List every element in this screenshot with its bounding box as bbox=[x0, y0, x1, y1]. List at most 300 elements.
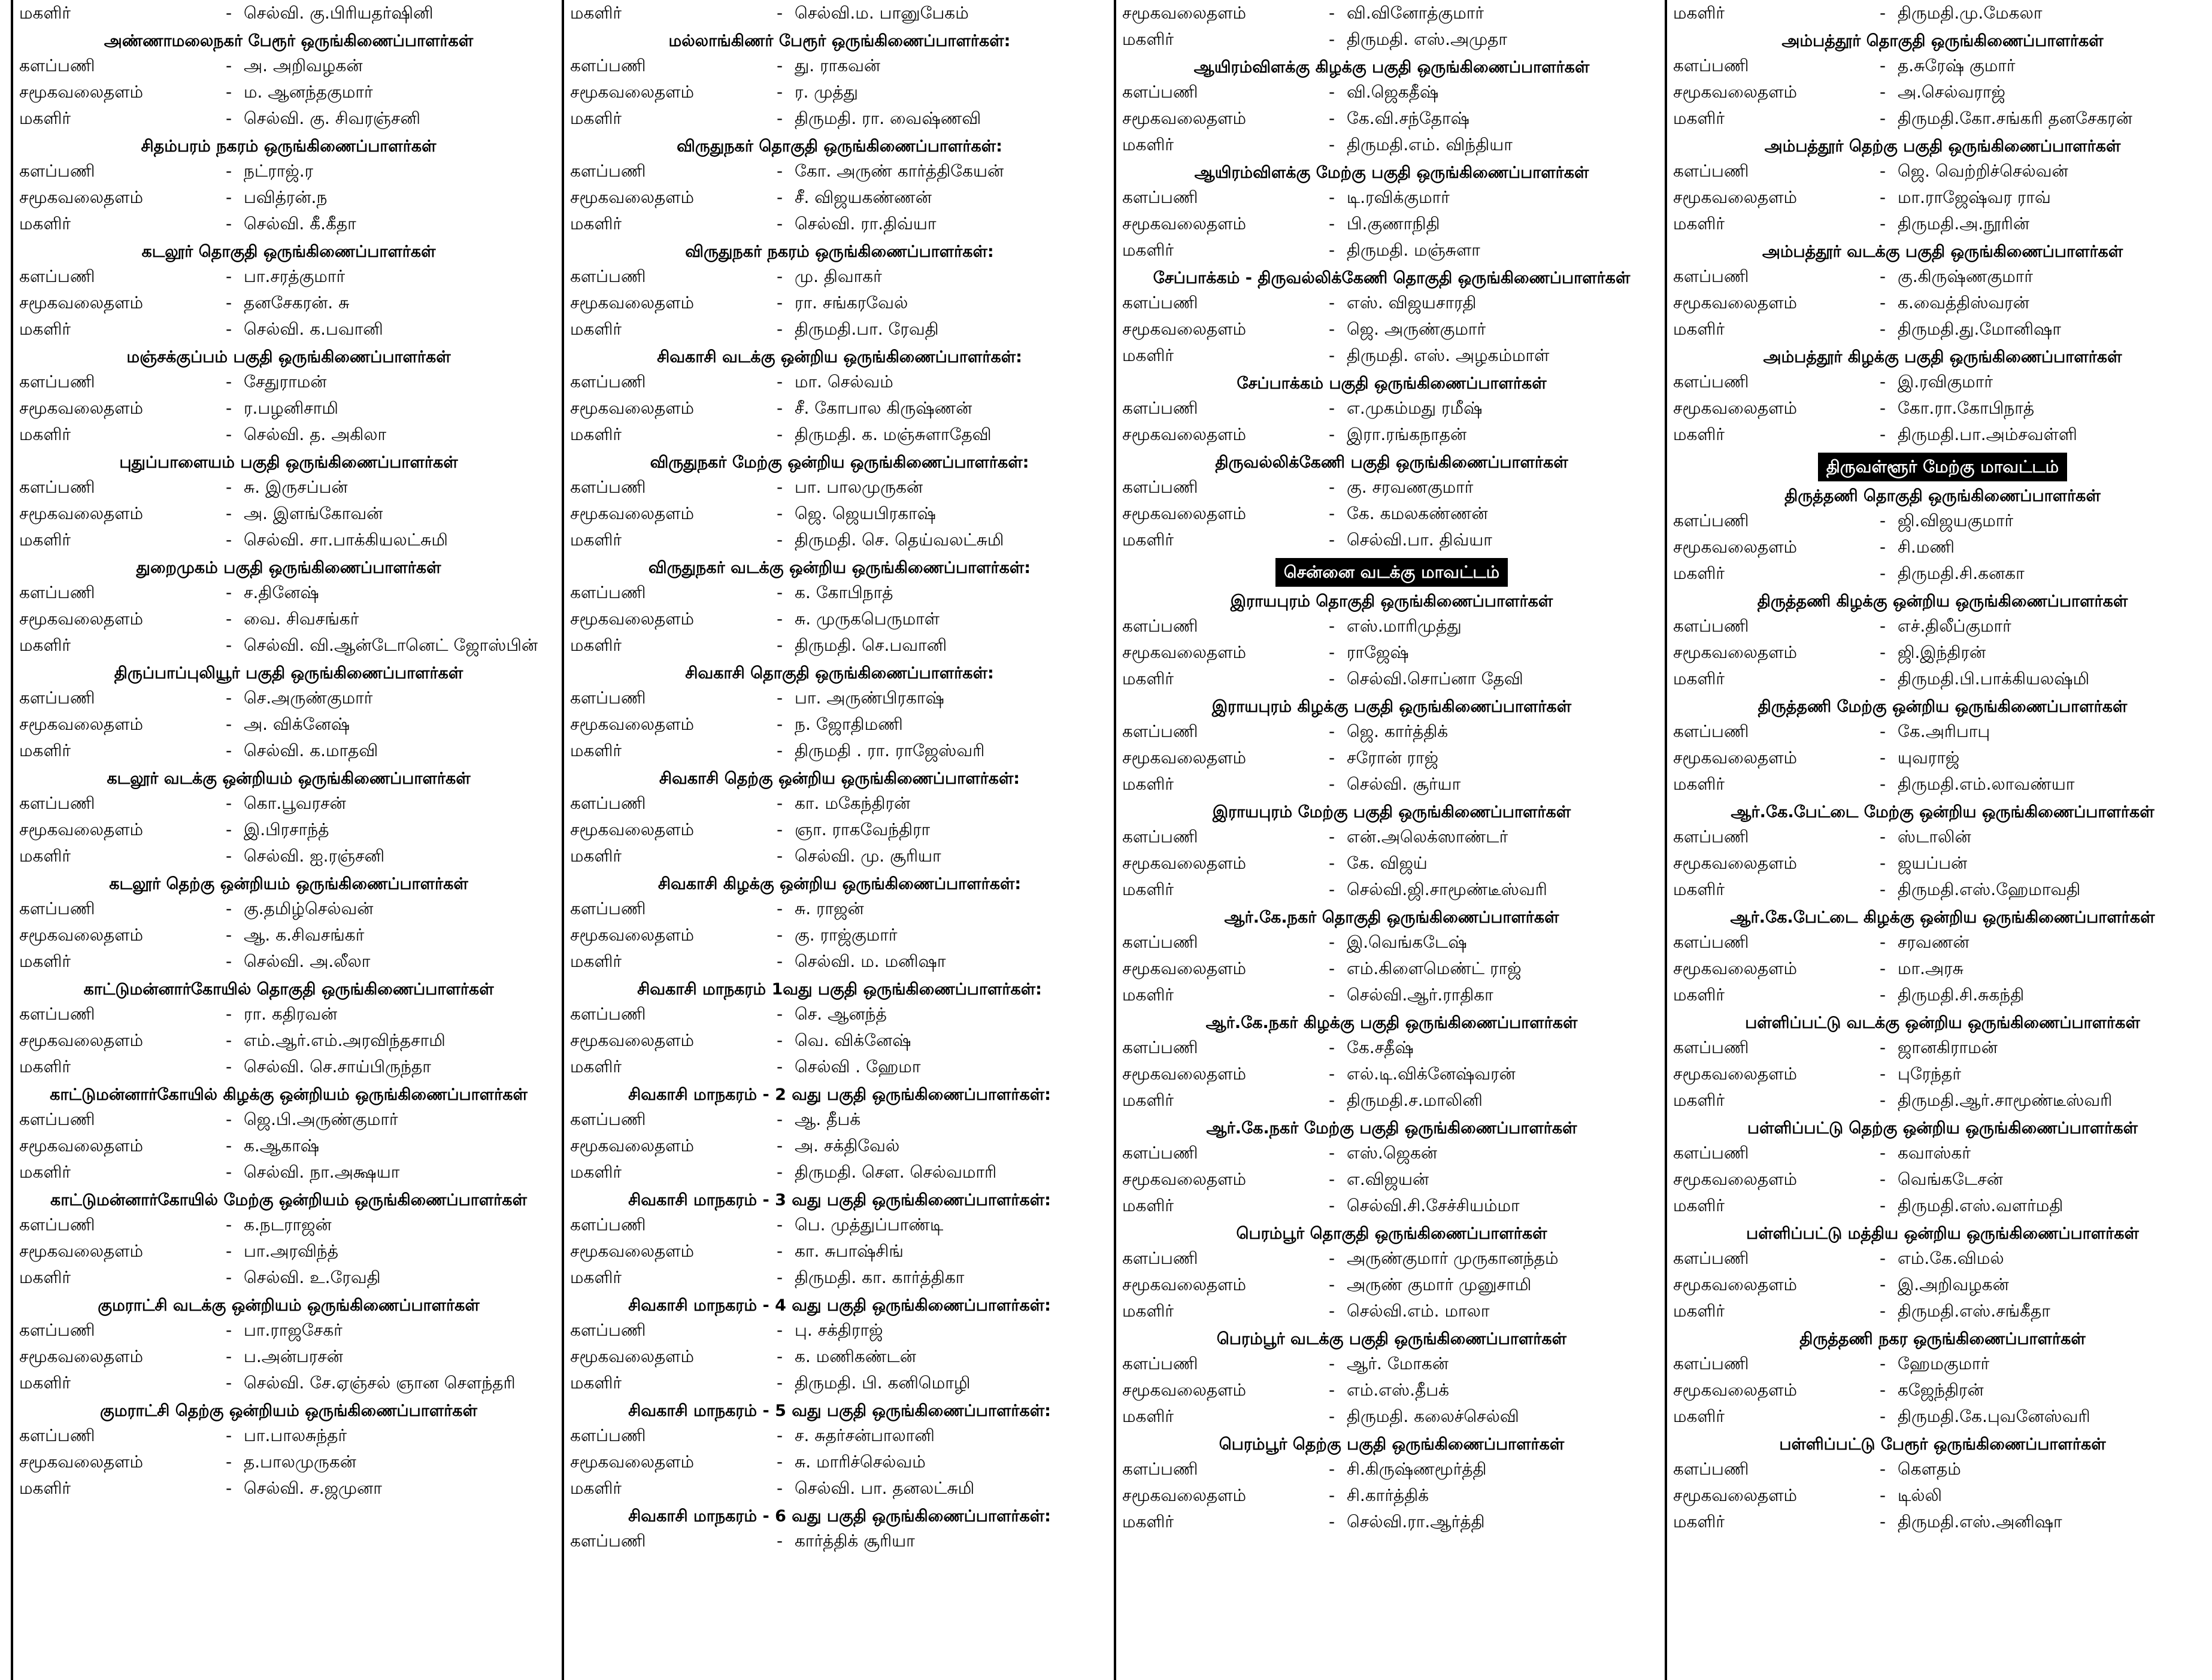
member-name: க.வைத்திஸ்வரன் bbox=[1898, 293, 2029, 313]
member-row bbox=[570, 922, 1109, 948]
member-row bbox=[1673, 1456, 2212, 1482]
member-row bbox=[1122, 1035, 1661, 1061]
separator-dash: - bbox=[1880, 748, 1886, 768]
role-label: மகளிர் bbox=[19, 108, 71, 128]
section-heading: பெரம்பூர் தெற்கு பகுதி ஒருங்கிணைப்பாளர்கள் bbox=[1219, 1435, 1565, 1454]
member-name: எஸ்.ஜெகன் bbox=[1347, 1143, 1438, 1163]
member-name: வி.ஜெகதீஷ் bbox=[1347, 82, 1439, 102]
role-label: களப்பணி bbox=[1673, 511, 1749, 530]
section-heading: அம்பத்தூர் வடக்கு பகுதி ஒருங்கிணைப்பாளர்கள் bbox=[1762, 242, 2123, 261]
role-label: களப்பணி bbox=[1673, 266, 1749, 286]
member-name: சு. மாரிச்செல்வம் bbox=[795, 1452, 926, 1472]
role-label: களப்பணி bbox=[1122, 1459, 1198, 1479]
member-row bbox=[19, 1475, 558, 1502]
role-label: மகளிர் bbox=[1673, 319, 1725, 339]
member-name: திருமதி.சி.கனகா bbox=[1898, 563, 2025, 583]
member-name: திருமதி. மஞ்சுளா bbox=[1347, 240, 1480, 260]
member-row bbox=[19, 711, 558, 738]
member-name: கோ. அருண் கார்த்திகேயன் bbox=[795, 161, 1004, 181]
separator-dash: - bbox=[226, 56, 232, 75]
separator-dash: - bbox=[1329, 985, 1335, 1005]
section-heading: சிவகாசி மாநகரம் - 5 வது பகுதி ஒருங்கிணைப்பாளர்கள்: bbox=[628, 1402, 1051, 1420]
member-row bbox=[1122, 613, 1661, 639]
member-row bbox=[19, 685, 558, 711]
member-name: டி.ரவிக்குமார் bbox=[1347, 187, 1450, 207]
member-name: திருமதி. செள. செல்வமாரி bbox=[795, 1162, 997, 1182]
member-row bbox=[19, 580, 558, 606]
role-label: களப்பணி bbox=[19, 793, 95, 813]
role-label: களப்பணி bbox=[1673, 1038, 1749, 1057]
role-label: களப்பணி bbox=[1122, 616, 1198, 636]
member-name: ந. ஜோதிமணி bbox=[795, 714, 903, 734]
member-name: திருமதி . ரா. ராஜேஸ்வரி bbox=[795, 741, 985, 760]
separator-dash: - bbox=[1880, 1248, 1886, 1268]
separator-dash: - bbox=[226, 688, 232, 708]
member-row bbox=[1122, 850, 1661, 877]
role-label: மகளிர் bbox=[1122, 985, 1174, 1005]
separator-dash: - bbox=[777, 424, 783, 444]
member-row bbox=[19, 1133, 558, 1159]
section-heading: அண்ணாமலைநகர் பேரூர் ஒருங்கிணைப்பாளர்கள் bbox=[104, 32, 474, 50]
member-name: ஜெ. வெற்றிச்செல்வன் bbox=[1898, 161, 2068, 181]
member-name: திருமதி.து.மோனிஷா bbox=[1898, 319, 2061, 339]
member-row bbox=[570, 1212, 1109, 1238]
separator-dash: - bbox=[1880, 853, 1886, 873]
member-name: வெங்கடேசன் bbox=[1898, 1169, 2003, 1189]
member-row bbox=[570, 1423, 1109, 1449]
role-label: சமூகவலைதளம் bbox=[1673, 1275, 1797, 1294]
member-name: சேதுராமன் bbox=[244, 372, 327, 392]
member-row bbox=[570, 1027, 1109, 1054]
member-name: கா. சுபாஷ்சிங் bbox=[795, 1241, 904, 1261]
member-name: செல்வி. ஐ.ரஞ்சனி bbox=[244, 846, 385, 866]
section-heading: அம்பத்தூர் தொகுதி ஒருங்கிணைப்பாளர்கள் bbox=[1781, 32, 2104, 50]
member-name: கு. ராஜ்குமார் bbox=[795, 925, 898, 945]
separator-dash: - bbox=[1880, 1485, 1886, 1505]
member-row bbox=[570, 1475, 1109, 1502]
separator-dash: - bbox=[1880, 214, 1886, 233]
section-heading: திருத்தணி தொகுதி ஒருங்கிணைப்பாளர்கள் bbox=[1784, 487, 2101, 505]
role-label: களப்பணி bbox=[570, 899, 646, 918]
member-name: இ.அறிவழகன் bbox=[1898, 1275, 2009, 1294]
member-name: திருமதி.பா. ரேவதி bbox=[795, 319, 939, 339]
member-row bbox=[1673, 771, 2212, 797]
role-label: மகளிர் bbox=[19, 1162, 71, 1182]
role-label: சமூகவலைதளம் bbox=[19, 609, 143, 629]
role-label: களப்பணி bbox=[1122, 1143, 1198, 1163]
member-row bbox=[1673, 158, 2212, 184]
member-row bbox=[1673, 211, 2212, 237]
member-row bbox=[1122, 395, 1661, 421]
separator-dash: - bbox=[226, 793, 232, 813]
separator-dash: - bbox=[1329, 642, 1335, 662]
separator-dash: - bbox=[777, 925, 783, 945]
separator-dash: - bbox=[777, 319, 783, 339]
member-row bbox=[570, 79, 1109, 105]
member-name: ப.அன்பரசன் bbox=[244, 1347, 343, 1366]
separator-dash: - bbox=[777, 82, 783, 102]
section-heading: குமராட்சி தெற்கு ஒன்றியம் ஒருங்கிணைப்பாளர்கள் bbox=[100, 1402, 477, 1420]
member-name: ர.பழனிசாமி bbox=[244, 398, 338, 418]
separator-dash: - bbox=[777, 504, 783, 523]
role-label: மகளிர் bbox=[19, 1373, 71, 1393]
member-name: ஜெ. ஜெயபிரகாஷ் bbox=[795, 504, 936, 523]
district-banner bbox=[1122, 558, 1661, 586]
member-row bbox=[1122, 1482, 1661, 1509]
role-label: சமூகவலைதளம் bbox=[19, 925, 143, 945]
member-row bbox=[1673, 956, 2212, 982]
column-3 bbox=[1122, 0, 1661, 1680]
member-row bbox=[1122, 1166, 1661, 1193]
member-name: மா.ராஜேஷ்வர ராவ் bbox=[1898, 187, 2051, 207]
role-label: களப்பணி bbox=[1122, 721, 1198, 741]
role-label: களப்பணி bbox=[1673, 372, 1749, 392]
member-name: செ. ஆனந்த் bbox=[795, 1004, 887, 1024]
member-row bbox=[19, 1212, 558, 1238]
separator-dash: - bbox=[777, 293, 783, 313]
member-row bbox=[570, 685, 1109, 711]
member-name: திருமதி.ச.மாலினி bbox=[1347, 1090, 1483, 1110]
role-label: களப்பணி bbox=[1122, 1354, 1198, 1373]
separator-dash: - bbox=[777, 372, 783, 392]
section-heading: பெரம்பூர் வடக்கு பகுதி ஒருங்கிணைப்பாளர்கள் bbox=[1216, 1330, 1567, 1348]
member-row bbox=[570, 263, 1109, 290]
role-label: சமூகவலைதளம் bbox=[1122, 214, 1246, 233]
member-row bbox=[1122, 1245, 1661, 1272]
section-heading: மஞ்சக்குப்பம் பகுதி ஒருங்கிணைப்பாளர்கள் bbox=[126, 348, 451, 366]
section-heading: சிவகாசி தொகுதி ஒருங்கிணைப்பாளர்கள்: bbox=[685, 664, 994, 683]
separator-dash: - bbox=[1880, 880, 1886, 899]
column-2 bbox=[570, 0, 1109, 1680]
member-name: செல்வி.ஆர்.ராதிகா bbox=[1347, 985, 1493, 1005]
separator-dash: - bbox=[1880, 1380, 1886, 1400]
role-label: களப்பணி bbox=[1673, 721, 1749, 741]
member-row bbox=[1673, 1035, 2212, 1061]
role-label: களப்பணி bbox=[19, 688, 95, 708]
separator-dash: - bbox=[1329, 1248, 1335, 1268]
separator-dash: - bbox=[1329, 1064, 1335, 1084]
separator-dash: - bbox=[226, 530, 232, 550]
member-row bbox=[19, 632, 558, 659]
separator-dash: - bbox=[1329, 880, 1335, 899]
role-label: சமூகவலைதளம் bbox=[19, 714, 143, 734]
member-name: செல்வி. சா.பாக்கியலட்சுமி bbox=[244, 530, 448, 550]
section-heading: ஆயிரம்விளக்கு மேற்கு பகுதி ஒருங்கிணைப்பாளர்கள் bbox=[1194, 163, 1589, 182]
member-name: க.ஆகாஷ் bbox=[244, 1136, 320, 1156]
separator-dash: - bbox=[777, 635, 783, 655]
role-label: மகளிர் bbox=[570, 1267, 622, 1287]
member-name: ஞா. ராகவேந்திரா bbox=[795, 820, 931, 839]
member-row bbox=[19, 790, 558, 817]
member-name: கா. மகேந்திரன் bbox=[795, 793, 911, 813]
role-label: மகளிர் bbox=[1122, 1090, 1174, 1110]
role-label: மகளிர் bbox=[570, 108, 622, 128]
role-label: மகளிர் bbox=[570, 1162, 622, 1182]
separator-dash: - bbox=[777, 266, 783, 286]
member-name: திருமதி.சி.சுகந்தி bbox=[1898, 985, 2025, 1005]
member-name: செல்வி.பா. திவ்யா bbox=[1347, 530, 1492, 550]
section-heading: சிவகாசி மாநகரம் - 4 வது பகுதி ஒருங்கிணைப்பாளர்கள்: bbox=[628, 1296, 1051, 1315]
member-name: க. கோபிநாத் bbox=[795, 583, 893, 602]
separator-dash: - bbox=[226, 1109, 232, 1129]
member-row bbox=[570, 1449, 1109, 1475]
member-row bbox=[570, 316, 1109, 342]
member-name: ஹேமகுமார் bbox=[1898, 1354, 1990, 1373]
member-row bbox=[1122, 290, 1661, 316]
separator-dash: - bbox=[1329, 135, 1335, 154]
separator-dash: - bbox=[777, 583, 783, 602]
member-row bbox=[19, 1001, 558, 1027]
role-label: களப்பணி bbox=[1122, 82, 1198, 102]
role-label: களப்பணி bbox=[19, 899, 95, 918]
role-label: மகளிர் bbox=[1122, 240, 1174, 260]
member-name: திருமதி.பி.பாக்கியலஷ்மி bbox=[1898, 669, 2090, 689]
member-name: மு. திவாகர் bbox=[795, 266, 882, 286]
member-row bbox=[19, 922, 558, 948]
role-label: சமூகவலைதளம் bbox=[19, 820, 143, 839]
role-label: மகளிர் bbox=[19, 741, 71, 760]
member-name: சீ. விஜயகண்ணன் bbox=[795, 187, 932, 207]
member-row bbox=[19, 474, 558, 501]
section-heading: ஆயிரம்விளக்கு கிழக்கு பகுதி ஒருங்கிணைப்பாளர்கள் bbox=[1193, 58, 1590, 77]
separator-dash: - bbox=[1880, 563, 1886, 583]
member-name: சு. முருகபெருமாள் bbox=[795, 609, 940, 629]
member-row bbox=[570, 1054, 1109, 1080]
member-name: எச்.திலீப்குமார் bbox=[1898, 616, 2011, 636]
member-name: சு. ராஜன் bbox=[795, 899, 864, 918]
separator-dash: - bbox=[226, 1452, 232, 1472]
role-label: மகளிர் bbox=[1673, 214, 1725, 233]
member-row bbox=[1673, 263, 2212, 290]
separator-dash: - bbox=[226, 714, 232, 734]
separator-dash: - bbox=[1880, 1301, 1886, 1321]
role-label: சமூகவலைதளம் bbox=[1673, 1169, 1797, 1189]
separator-dash: - bbox=[1329, 748, 1335, 768]
member-name: எம்.கே.விமல் bbox=[1898, 1248, 2004, 1268]
member-name: திருமதி.கே.புவனேஸ்வரி bbox=[1898, 1406, 2090, 1426]
member-row bbox=[19, 263, 558, 290]
role-label: மகளிர் bbox=[570, 1373, 622, 1393]
role-label: மகளிர் bbox=[19, 530, 71, 550]
member-name: ஜெ. கார்த்திக் bbox=[1347, 721, 1449, 741]
member-name: செல்வி. சூர்யா bbox=[1347, 774, 1461, 794]
member-row bbox=[19, 843, 558, 869]
separator-dash: - bbox=[1880, 1512, 1886, 1532]
member-row bbox=[570, 53, 1109, 79]
member-row bbox=[19, 1344, 558, 1370]
role-label: மகளிர் bbox=[570, 1478, 622, 1498]
member-row bbox=[1673, 1509, 2212, 1535]
role-label: களப்பணி bbox=[19, 1109, 95, 1129]
separator-dash: - bbox=[226, 1030, 232, 1050]
role-label: சமூகவலைதளம் bbox=[570, 1241, 694, 1261]
member-row bbox=[1673, 1245, 2212, 1272]
separator-dash: - bbox=[777, 1373, 783, 1393]
role-label: மகளிர் bbox=[1122, 1512, 1174, 1532]
role-label: சமூகவலைதளம் bbox=[19, 1241, 143, 1261]
separator-dash: - bbox=[1329, 1459, 1335, 1479]
member-name: அ. இளங்கோவன் bbox=[244, 504, 383, 523]
section-heading: அம்பத்தூர் தெற்கு பகுதி ஒருங்கிணைப்பாளர்கள் bbox=[1764, 137, 2121, 156]
member-name: பா. அருண்பிரகாஷ் bbox=[795, 688, 944, 708]
member-name: அ. அறிவழகன் bbox=[244, 56, 363, 75]
member-name: செல்வி. க.மாதவி bbox=[244, 741, 378, 760]
member-row bbox=[570, 0, 1109, 26]
member-name: திருமதி. எஸ்.அமுதா bbox=[1347, 29, 1508, 49]
member-row bbox=[1122, 1140, 1661, 1166]
column-4 bbox=[1673, 0, 2212, 1680]
separator-dash: - bbox=[1329, 827, 1335, 847]
separator-dash: - bbox=[1329, 1143, 1335, 1163]
member-name: பா.சரத்குமார் bbox=[244, 266, 346, 286]
member-name: செல்வி. கு.பிரியதர்ஷினி bbox=[244, 3, 434, 23]
member-row bbox=[19, 1370, 558, 1396]
member-name: செல்வி. த. அகிலா bbox=[244, 424, 387, 444]
role-label: மகளிர் bbox=[19, 214, 71, 233]
member-row bbox=[1122, 929, 1661, 956]
separator-dash: - bbox=[1880, 511, 1886, 530]
member-row bbox=[19, 527, 558, 553]
separator-dash: - bbox=[226, 1057, 232, 1076]
separator-dash: - bbox=[777, 793, 783, 813]
member-name: சரவணன் bbox=[1898, 932, 1969, 952]
separator-dash: - bbox=[1329, 293, 1335, 313]
member-name: அருண்குமார் முருகானந்தம் bbox=[1347, 1248, 1559, 1268]
separator-dash: - bbox=[777, 1109, 783, 1129]
separator-dash: - bbox=[226, 477, 232, 497]
separator-dash: - bbox=[777, 214, 783, 233]
member-name: இரா.ரங்கநாதன் bbox=[1347, 424, 1467, 444]
separator-dash: - bbox=[1880, 266, 1886, 286]
role-label: சமூகவலைதளம் bbox=[570, 293, 694, 313]
member-name: ஜானகிராமன் bbox=[1898, 1038, 1998, 1057]
role-label: சமூகவலைதளம் bbox=[1122, 853, 1246, 873]
role-label: களப்பணி bbox=[570, 56, 646, 75]
member-name: ரா. சங்கரவேல் bbox=[795, 293, 908, 313]
separator-dash: - bbox=[1329, 1512, 1335, 1532]
member-name: திருமதி.ஆர்.சாமூண்டீஸ்வரி bbox=[1898, 1090, 2113, 1110]
member-row bbox=[19, 1027, 558, 1054]
separator-dash: - bbox=[226, 424, 232, 444]
member-row bbox=[1673, 395, 2212, 421]
separator-dash: - bbox=[1329, 1090, 1335, 1110]
role-label: மகளிர் bbox=[19, 951, 71, 971]
member-row bbox=[1122, 718, 1661, 745]
role-label: களப்பணி bbox=[1673, 932, 1749, 952]
role-label: மகளிர் bbox=[19, 846, 71, 866]
member-row bbox=[19, 105, 558, 132]
role-label: களப்பணி bbox=[19, 1215, 95, 1235]
member-name: ஜி.விஜயகுமார் bbox=[1898, 511, 2014, 530]
section-heading: பள்ளிப்பட்டு வடக்கு ஒன்றிய ஒருங்கிணைப்பாளர்கள் bbox=[1745, 1014, 2140, 1032]
member-name: திருமதி. க. மஞ்சுளாதேவி bbox=[795, 424, 992, 444]
member-row bbox=[1122, 26, 1661, 53]
separator-dash: - bbox=[777, 56, 783, 75]
member-name: எம்.எஸ்.தீபக் bbox=[1347, 1380, 1450, 1400]
role-label: மகளிர் bbox=[1122, 29, 1174, 49]
role-label: களப்பணி bbox=[19, 56, 95, 75]
member-row bbox=[570, 711, 1109, 738]
member-row bbox=[19, 1106, 558, 1133]
member-row bbox=[1673, 1140, 2212, 1166]
separator-dash: - bbox=[777, 1057, 783, 1076]
separator-dash: - bbox=[1329, 1380, 1335, 1400]
separator-dash: - bbox=[777, 1030, 783, 1050]
role-label: சமூகவலைதளம் bbox=[1673, 1485, 1797, 1505]
member-row bbox=[1122, 745, 1661, 771]
member-name: கஜேந்திரன் bbox=[1898, 1380, 1984, 1400]
role-label: மகளிர் bbox=[570, 530, 622, 550]
member-row bbox=[570, 421, 1109, 448]
member-name: அருண் குமார் முனுசாமி bbox=[1347, 1275, 1532, 1294]
separator-dash: - bbox=[1880, 1169, 1886, 1189]
role-label: மகளிர் bbox=[1122, 669, 1174, 689]
role-label: களப்பணி bbox=[19, 161, 95, 181]
separator-dash: - bbox=[226, 1320, 232, 1340]
role-label: மகளிர் bbox=[570, 214, 622, 233]
member-name: செல்வி. ரா.திவ்யா bbox=[795, 214, 937, 233]
separator-dash: - bbox=[226, 504, 232, 523]
member-name: வெ. விக்னேஷ் bbox=[795, 1030, 911, 1050]
member-row bbox=[1122, 1087, 1661, 1114]
member-row bbox=[19, 1449, 558, 1475]
member-row bbox=[19, 421, 558, 448]
separator-dash: - bbox=[777, 688, 783, 708]
member-row bbox=[570, 632, 1109, 659]
separator-dash: - bbox=[1329, 853, 1335, 873]
separator-dash: - bbox=[777, 1531, 783, 1551]
section-heading: கடலூர் தொகுதி ஒருங்கிணைப்பாளர்கள் bbox=[141, 242, 436, 261]
role-label: சமூகவலைதளம் bbox=[570, 1452, 694, 1472]
separator-dash: - bbox=[1329, 1038, 1335, 1057]
member-row bbox=[1673, 824, 2212, 850]
member-name: ஸ்டாலின் bbox=[1898, 827, 1971, 847]
role-label: சமூகவலைதளம் bbox=[1122, 748, 1246, 768]
column-1 bbox=[19, 0, 558, 1680]
role-label: சமூகவலைதளம் bbox=[1673, 748, 1797, 768]
member-name: செல்வி.ஜி.சாமூண்டீஸ்வரி bbox=[1347, 880, 1547, 899]
role-label: சமூகவலைதளம் bbox=[570, 820, 694, 839]
member-name: செல்வி. மு. சூரியா bbox=[795, 846, 941, 866]
member-name: கௌதம் bbox=[1898, 1459, 1961, 1479]
member-name: திருமதி.எஸ்.அனிஷா bbox=[1898, 1512, 2062, 1532]
separator-dash: - bbox=[777, 1478, 783, 1498]
separator-dash: - bbox=[777, 108, 783, 128]
role-label: களப்பணி bbox=[570, 1215, 646, 1235]
member-name: செல்வி. கீ.கீதா bbox=[244, 214, 356, 233]
role-label: களப்பணி bbox=[1673, 161, 1749, 181]
section-heading: பெரம்பூர் தொகுதி ஒருங்கிணைப்பாளர்கள் bbox=[1236, 1224, 1547, 1243]
member-name: வி.வினோத்குமார் bbox=[1347, 3, 1484, 23]
role-label: மகளிர் bbox=[1673, 424, 1725, 444]
section-heading: மல்லாங்கிணர் பேரூர் ஒருங்கிணைப்பாளர்கள்: bbox=[668, 32, 1011, 50]
role-label: களப்பணி bbox=[570, 1320, 646, 1340]
section-heading: சிவகாசி மாநகரம் - 3 வது பகுதி ஒருங்கிணைப்பாளர்கள்: bbox=[628, 1191, 1051, 1209]
separator-dash: - bbox=[226, 187, 232, 207]
member-row bbox=[1673, 1482, 2212, 1509]
role-label: மகளிர் bbox=[19, 1478, 71, 1498]
role-label: மகளிர் bbox=[1673, 985, 1725, 1005]
separator-dash: - bbox=[1329, 932, 1335, 952]
role-label: சமூகவலைதளம் bbox=[570, 82, 694, 102]
member-name: ஜெ. அருண்குமார் bbox=[1347, 319, 1486, 339]
role-label: மகளிர் bbox=[1122, 774, 1174, 794]
member-name: பா. பாலமுருகன் bbox=[795, 477, 923, 497]
separator-dash: - bbox=[1880, 721, 1886, 741]
member-row bbox=[1673, 982, 2212, 1008]
separator-dash: - bbox=[226, 1162, 232, 1182]
member-name: ம. ஆனந்தகுமார் bbox=[244, 82, 373, 102]
